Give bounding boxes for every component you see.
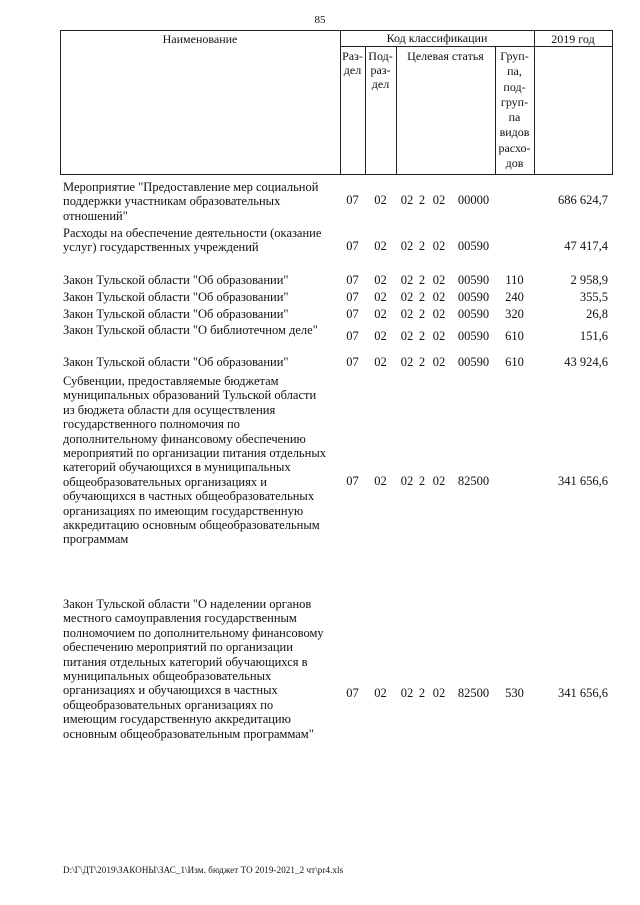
row-ts2: 2 (418, 355, 426, 369)
row-ts1: 02 (400, 239, 414, 253)
row-amount: 2 958,9 (570, 273, 608, 287)
row-ts2: 2 (418, 307, 426, 321)
row-name: Расходы на обеспечение деятельности (оказание услуг) государственных учреждений (63, 226, 322, 255)
row-ts2: 2 (418, 329, 426, 343)
row-ts3: 02 (432, 474, 446, 488)
header-section: Раз- дел (342, 49, 363, 77)
header-year: 2019 год (551, 32, 595, 46)
row-ts4: 00590 (457, 290, 490, 304)
row-podrazdel: 02 (374, 474, 387, 488)
row-ts2: 2 (418, 290, 426, 304)
row-podrazdel: 02 (374, 686, 387, 700)
row-ts3: 02 (432, 290, 446, 304)
row-ts1: 02 (400, 686, 414, 700)
row-ts1: 02 (400, 193, 414, 207)
row-podrazdel: 02 (374, 193, 387, 207)
row-ts2: 2 (418, 193, 426, 207)
row-ts3: 02 (432, 686, 446, 700)
row-group: 320 (505, 307, 524, 321)
row-ts3: 02 (432, 307, 446, 321)
row-ts1: 02 (400, 290, 414, 304)
row-group: 110 (505, 273, 524, 287)
page-number: 85 (314, 14, 326, 26)
row-razdel: 07 (346, 329, 359, 343)
header-name: Наименование (162, 32, 238, 46)
row-name: Мероприятие "Предоставление мер социальной поддержки участникам образовательных отношений" (63, 180, 319, 223)
row-amount: 686 624,7 (558, 193, 608, 207)
row-ts1: 02 (400, 355, 414, 369)
row-amount: 43 924,6 (564, 355, 608, 369)
row-group: 240 (505, 290, 524, 304)
row-podrazdel: 02 (374, 290, 387, 304)
row-razdel: 07 (346, 290, 359, 304)
row-group: 610 (505, 355, 524, 369)
row-amount: 355,5 (579, 290, 608, 304)
file-path: D:\Г\ДТ\2019\ЗАКОНЫ\ЗАС_1\Изм. бюджет ТО 2019-2021_2 чт\pr4.xls (63, 865, 344, 875)
row-name: Закон Тульской области "Об образовании" (63, 355, 289, 369)
row-razdel: 07 (346, 239, 359, 253)
row-ts4: 00590 (457, 307, 490, 321)
row-podrazdel: 02 (374, 239, 387, 253)
row-ts3: 02 (432, 355, 446, 369)
row-ts2: 2 (418, 239, 426, 253)
row-razdel: 07 (346, 355, 359, 369)
row-ts1: 02 (400, 474, 414, 488)
row-razdel: 07 (346, 273, 359, 287)
header-subsection: Под- раз- дел (368, 49, 393, 91)
header-target-article: Целевая статья (407, 49, 484, 63)
row-name: Закон Тульской области "О наделении органов местного самоуправления государственным полномочием по дополнительному финансовому обеспечению мероприятий по организации питания отдельных категорий обучающихся в муниципальных общеобразовательных организациях и обучающихся в частных общеобразовательных организациях по имеющим государственную аккредитацию основным общеобразовательным программам" (63, 597, 324, 741)
row-amount: 26,8 (586, 307, 608, 321)
row-group: 610 (505, 329, 524, 343)
row-ts1: 02 (400, 273, 414, 287)
row-ts2: 2 (418, 474, 426, 488)
row-podrazdel: 02 (374, 329, 387, 343)
row-ts4: 00590 (457, 355, 490, 369)
row-ts4: 00590 (457, 273, 490, 287)
row-amount: 151,6 (579, 329, 608, 343)
row-podrazdel: 02 (374, 307, 387, 321)
row-podrazdel: 02 (374, 273, 387, 287)
row-name: Закон Тульской области "О библиотечном деле" (63, 323, 318, 337)
row-razdel: 07 (346, 307, 359, 321)
row-name: Закон Тульской области "Об образовании" (63, 273, 289, 287)
row-ts3: 02 (432, 239, 446, 253)
row-ts4: 00590 (457, 329, 490, 343)
row-ts3: 02 (432, 329, 446, 343)
header-expense-group: Груп- па, под- груп- па видов расхо- дов (498, 49, 531, 171)
row-name: Закон Тульской области "Об образовании" (63, 290, 289, 304)
row-ts4: 00000 (457, 193, 490, 207)
row-name: Закон Тульской области "Об образовании" (63, 307, 289, 321)
row-podrazdel: 02 (374, 355, 387, 369)
row-ts3: 02 (432, 273, 446, 287)
row-ts4: 00590 (457, 239, 490, 253)
row-ts2: 2 (418, 273, 426, 287)
row-razdel: 07 (346, 193, 359, 207)
row-amount: 341 656,6 (558, 686, 608, 700)
row-ts1: 02 (400, 307, 414, 321)
row-amount: 47 417,4 (564, 239, 608, 253)
row-ts2: 2 (418, 686, 426, 700)
row-razdel: 07 (346, 474, 359, 488)
row-amount: 341 656,6 (558, 474, 608, 488)
row-ts1: 02 (400, 329, 414, 343)
row-group: 530 (505, 686, 524, 700)
row-ts3: 02 (432, 193, 446, 207)
row-name: Субвенции, предоставляемые бюджетам муниципальных образований Тульской области из бюджета области для осуществления государственного полномочия по дополнительному финансовому обеспечению мероприятий по организации питания отдельных категорий обучающихся в муниципальных общеобразовательных организациях и обучающихся в частных общеобразовательных организациях по имеющим государственную аккредитацию основным общеобразовательным программам (63, 374, 326, 547)
header-classification: Код классификации (386, 31, 488, 45)
row-ts4: 82500 (457, 474, 490, 488)
row-razdel: 07 (346, 686, 359, 700)
row-ts4: 82500 (457, 686, 490, 700)
